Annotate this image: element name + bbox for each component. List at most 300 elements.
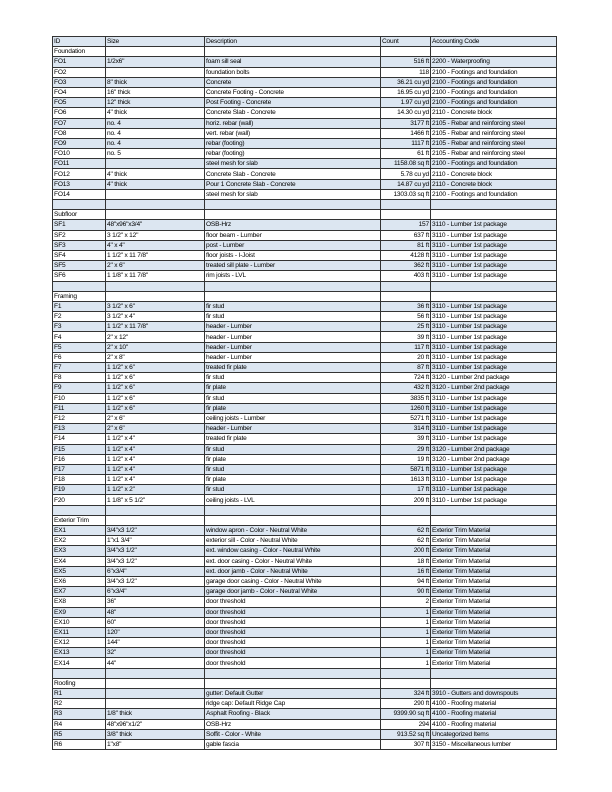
size-cell: 1 1/2" x 6" <box>106 383 205 393</box>
table-row <box>53 373 557 383</box>
id-cell: SF6 <box>53 271 106 281</box>
accounting-code-cell: 3110 - Lumber 1st package <box>431 495 557 505</box>
accounting-code-cell: 3110 - Lumber 1st package <box>431 301 557 311</box>
accounting-code-cell: 3150 - Miscellaneous lumber <box>431 739 557 749</box>
description-cell: header - Lumber <box>205 322 381 332</box>
size-cell: 4" thick <box>106 179 205 189</box>
section-row <box>53 210 557 220</box>
count-cell: 913.52 sq ft <box>381 729 431 739</box>
size-cell: 36" <box>106 597 205 607</box>
description-cell: fir plate <box>205 383 381 393</box>
empty-cell <box>431 210 557 220</box>
description-cell: treated fir plate <box>205 363 381 373</box>
accounting-code-cell: 3110 - Lumber 1st package <box>431 393 557 403</box>
table-row <box>53 67 557 77</box>
accounting-code-cell: 2110 - Concrete block <box>431 108 557 118</box>
table-row <box>53 576 557 586</box>
id-cell: FO3 <box>53 77 106 87</box>
description-cell: steel mesh for slab <box>205 159 381 169</box>
id-cell: R5 <box>53 729 106 739</box>
count-cell: 1117 ft <box>381 138 431 148</box>
count-cell: 117 ft <box>381 342 431 352</box>
id-cell: F12 <box>53 413 106 423</box>
table-row <box>53 301 557 311</box>
count-cell: 25 ft <box>381 322 431 332</box>
table-row <box>53 709 557 719</box>
table-row <box>53 240 557 250</box>
count-cell: 16 ft <box>381 566 431 576</box>
description-cell: door threshold <box>205 648 381 658</box>
count-cell: 1260 ft <box>381 403 431 413</box>
count-cell: 5271 ft <box>381 413 431 423</box>
table-row <box>53 444 557 454</box>
size-cell: 3/8" thick <box>106 729 205 739</box>
empty-cell <box>106 47 205 57</box>
description-cell: window apron - Color - Neutral White <box>205 526 381 536</box>
accounting-code-cell: 4100 - Roofing material <box>431 709 557 719</box>
header-count: Count <box>381 37 431 47</box>
size-cell <box>106 699 205 709</box>
empty-cell <box>205 210 381 220</box>
empty-cell <box>381 291 431 301</box>
description-cell: post - Lumber <box>205 240 381 250</box>
id-cell: F9 <box>53 383 106 393</box>
count-cell: 19 ft <box>381 454 431 464</box>
count-cell: 1 <box>381 648 431 658</box>
size-cell: 48" <box>106 607 205 617</box>
description-cell: header - Lumber <box>205 342 381 352</box>
id-cell: F17 <box>53 464 106 474</box>
description-cell: gutter: Default Gutter <box>205 689 381 699</box>
table-row <box>53 536 557 546</box>
accounting-code-cell: Exterior Trim Material <box>431 566 557 576</box>
empty-cell <box>205 505 381 515</box>
table-row <box>53 332 557 342</box>
id-cell: EX12 <box>53 638 106 648</box>
table-row <box>53 638 557 648</box>
accounting-code-cell: 3110 - Lumber 1st package <box>431 261 557 271</box>
size-cell: 1 1/2" x 6" <box>106 363 205 373</box>
table-row <box>53 648 557 658</box>
id-cell: FO7 <box>53 118 106 128</box>
description-cell: header - Lumber <box>205 352 381 362</box>
size-cell: 48"x96"x1/2" <box>106 719 205 729</box>
id-cell: EX1 <box>53 526 106 536</box>
accounting-code-cell: 3110 - Lumber 1st package <box>431 485 557 495</box>
description-cell: fir stud <box>205 393 381 403</box>
count-cell: 1 <box>381 607 431 617</box>
count-cell: 1 <box>381 627 431 637</box>
size-cell: 2" x 12" <box>106 332 205 342</box>
description-cell: OSB-Hrz <box>205 719 381 729</box>
size-cell: 1 1/2" x 4" <box>106 464 205 474</box>
accounting-code-cell: 2100 - Footings and foundation <box>431 67 557 77</box>
count-cell: 36.21 cu yd <box>381 77 431 87</box>
accounting-code-cell: Exterior Trim Material <box>431 576 557 586</box>
id-cell: F19 <box>53 485 106 495</box>
accounting-code-cell: Uncategorized Items <box>431 729 557 739</box>
size-cell <box>106 189 205 199</box>
count-cell: 1466 ft <box>381 128 431 138</box>
accounting-code-cell: 3110 - Lumber 1st package <box>431 352 557 362</box>
size-cell: 60" <box>106 617 205 627</box>
empty-cell <box>205 291 381 301</box>
size-cell: 44" <box>106 658 205 668</box>
table-row <box>53 342 557 352</box>
materials-table <box>52 36 557 750</box>
table-row <box>53 597 557 607</box>
empty-cell <box>381 281 431 291</box>
id-cell: EX5 <box>53 566 106 576</box>
id-cell: R4 <box>53 719 106 729</box>
id-cell: FO12 <box>53 169 106 179</box>
count-cell: 61 ft <box>381 149 431 159</box>
empty-cell <box>431 678 557 688</box>
description-cell: Post Footing - Concrete <box>205 98 381 108</box>
empty-cell <box>106 210 205 220</box>
size-cell: 120" <box>106 627 205 637</box>
description-cell: treated fir plate <box>205 434 381 444</box>
description-cell: ext. door casing - Color - Neutral White <box>205 556 381 566</box>
description-cell: door threshold <box>205 617 381 627</box>
id-cell: F5 <box>53 342 106 352</box>
id-cell: EX3 <box>53 546 106 556</box>
size-cell: 1 1/2" x 11 7/8" <box>106 250 205 260</box>
id-cell: SF3 <box>53 240 106 250</box>
blank-row <box>53 281 557 291</box>
accounting-code-cell: 3120 - Lumber 2nd package <box>431 383 557 393</box>
description-cell: Concrete Slab - Concrete <box>205 169 381 179</box>
accounting-code-cell: Exterior Trim Material <box>431 627 557 637</box>
table-row <box>53 403 557 413</box>
id-cell: F7 <box>53 363 106 373</box>
table-row <box>53 464 557 474</box>
size-cell: 4" x 4" <box>106 240 205 250</box>
id-cell: F10 <box>53 393 106 403</box>
id-cell: SF5 <box>53 261 106 271</box>
id-cell: F11 <box>53 403 106 413</box>
count-cell: 90 ft <box>381 587 431 597</box>
table-row <box>53 149 557 159</box>
table-row <box>53 699 557 709</box>
table-row <box>53 607 557 617</box>
size-cell: 1 1/2" x 4" <box>106 475 205 485</box>
description-cell: ceiling joists - LVL <box>205 495 381 505</box>
count-cell: 1 <box>381 658 431 668</box>
accounting-code-cell: 2100 - Footings and foundation <box>431 159 557 169</box>
count-cell: 362 ft <box>381 261 431 271</box>
size-cell: 12" thick <box>106 98 205 108</box>
table-row <box>53 352 557 362</box>
count-cell: 1 <box>381 638 431 648</box>
empty-cell <box>53 281 106 291</box>
empty-cell <box>53 505 106 515</box>
accounting-code-cell: Exterior Trim Material <box>431 597 557 607</box>
size-cell: 1 1/2" x 6" <box>106 403 205 413</box>
id-cell: R2 <box>53 699 106 709</box>
accounting-code-cell: 2110 - Concrete block <box>431 179 557 189</box>
count-cell: 5.78 cu yd <box>381 169 431 179</box>
table-row <box>53 220 557 230</box>
size-cell: no. 4 <box>106 128 205 138</box>
description-cell: garage door casing - Color - Neutral White <box>205 576 381 586</box>
description-cell: vert. rebar (wall) <box>205 128 381 138</box>
empty-cell <box>205 200 381 210</box>
count-cell: 81 ft <box>381 240 431 250</box>
description-cell: fir stud <box>205 464 381 474</box>
description-cell: treated sill plate - Lumber <box>205 261 381 271</box>
section-row <box>53 678 557 688</box>
size-cell: 2" x 10" <box>106 342 205 352</box>
accounting-code-cell: Exterior Trim Material <box>431 607 557 617</box>
accounting-code-cell: 3110 - Lumber 1st package <box>431 424 557 434</box>
description-cell: garage door jamb - Color - Neutral White <box>205 587 381 597</box>
id-cell: SF2 <box>53 230 106 240</box>
table-row <box>53 526 557 536</box>
count-cell: 307 ft <box>381 739 431 749</box>
count-cell: 724 ft <box>381 373 431 383</box>
table-row <box>53 475 557 485</box>
id-cell: F13 <box>53 424 106 434</box>
empty-cell <box>106 200 205 210</box>
accounting-code-cell: 3110 - Lumber 1st package <box>431 250 557 260</box>
accounting-code-cell: Exterior Trim Material <box>431 526 557 536</box>
table-row <box>53 87 557 97</box>
table-row <box>53 98 557 108</box>
table-row <box>53 495 557 505</box>
section-title: Subfloor <box>53 210 106 220</box>
table-row <box>53 434 557 444</box>
size-cell: 144" <box>106 638 205 648</box>
id-cell: EX11 <box>53 627 106 637</box>
description-cell: Pour 1 Concrete Slab - Concrete <box>205 179 381 189</box>
id-cell: EX14 <box>53 658 106 668</box>
id-cell: F4 <box>53 332 106 342</box>
count-cell: 16.95 cu yd <box>381 87 431 97</box>
id-cell: F3 <box>53 322 106 332</box>
id-cell: FO10 <box>53 149 106 159</box>
count-cell: 4128 ft <box>381 250 431 260</box>
accounting-code-cell: 2110 - Concrete block <box>431 169 557 179</box>
description-cell: header - Lumber <box>205 424 381 434</box>
size-cell: 1 1/2" x 6" <box>106 373 205 383</box>
empty-cell <box>53 668 106 678</box>
description-cell: ext. window casing - Color - Neutral White <box>205 546 381 556</box>
empty-cell <box>431 668 557 678</box>
accounting-code-cell: 3910 - Gutters and downspouts <box>431 689 557 699</box>
description-cell: ext. door jamb - Color - Neutral White <box>205 566 381 576</box>
empty-cell <box>381 505 431 515</box>
description-cell: ceiling joists - Lumber <box>205 413 381 423</box>
empty-cell <box>205 47 381 57</box>
size-cell: 3 1/2" x 12" <box>106 230 205 240</box>
count-cell: 432 ft <box>381 383 431 393</box>
count-cell: 403 ft <box>381 271 431 281</box>
count-cell: 294 <box>381 719 431 729</box>
id-cell: F8 <box>53 373 106 383</box>
accounting-code-cell: Exterior Trim Material <box>431 556 557 566</box>
blank-row <box>53 200 557 210</box>
accounting-code-cell: 2100 - Footings and foundation <box>431 77 557 87</box>
accounting-code-cell: Exterior Trim Material <box>431 546 557 556</box>
empty-cell <box>106 505 205 515</box>
size-cell: 3/4"x3 1/2" <box>106 546 205 556</box>
accounting-code-cell: 3110 - Lumber 1st package <box>431 312 557 322</box>
accounting-code-cell: Exterior Trim Material <box>431 658 557 668</box>
id-cell: EX6 <box>53 576 106 586</box>
count-cell: 14.87 cu yd <box>381 179 431 189</box>
accounting-code-cell: 3110 - Lumber 1st package <box>431 434 557 444</box>
size-cell <box>106 689 205 699</box>
description-cell: foundation bolts <box>205 67 381 77</box>
empty-cell <box>53 200 106 210</box>
size-cell: 16" thick <box>106 87 205 97</box>
empty-cell <box>205 678 381 688</box>
description-cell: fir plate <box>205 475 381 485</box>
description-cell: fir plate <box>205 403 381 413</box>
count-cell: 200 ft <box>381 546 431 556</box>
id-cell: FO4 <box>53 87 106 97</box>
section-row <box>53 291 557 301</box>
size-cell: 1 1/2" x 2" <box>106 485 205 495</box>
table-row <box>53 383 557 393</box>
table-row <box>53 271 557 281</box>
size-cell: 6"x3/4" <box>106 566 205 576</box>
accounting-code-cell: 3110 - Lumber 1st package <box>431 322 557 332</box>
accounting-code-cell: 2105 - Rebar and reinforcing steel <box>431 149 557 159</box>
id-cell: FO14 <box>53 189 106 199</box>
id-cell: FO2 <box>53 67 106 77</box>
accounting-code-cell: 3120 - Lumber 2nd package <box>431 444 557 454</box>
id-cell: EX9 <box>53 607 106 617</box>
table-row <box>53 719 557 729</box>
size-cell: 1 1/2" x 11 7/8" <box>106 322 205 332</box>
size-cell: 3/4"x3 1/2" <box>106 526 205 536</box>
size-cell: 1 1/8" x 5 1/2" <box>106 495 205 505</box>
section-title: Foundation <box>53 47 106 57</box>
description-cell: ridge cap: Default Ridge Cap <box>205 699 381 709</box>
accounting-code-cell: Exterior Trim Material <box>431 638 557 648</box>
description-cell: fir stud <box>205 301 381 311</box>
count-cell: 290 ft <box>381 699 431 709</box>
accounting-code-cell: 2105 - Rebar and reinforcing steel <box>431 138 557 148</box>
count-cell: 1 <box>381 617 431 627</box>
count-cell: 516 ft <box>381 57 431 67</box>
table-row <box>53 179 557 189</box>
accounting-code-cell: 3110 - Lumber 1st package <box>431 363 557 373</box>
size-cell: 3/4"x3 1/2" <box>106 556 205 566</box>
table-body <box>53 37 557 750</box>
description-cell: foam sill seal <box>205 57 381 67</box>
count-cell: 87 ft <box>381 363 431 373</box>
description-cell: horiz. rebar (wall) <box>205 118 381 128</box>
id-cell: F16 <box>53 454 106 464</box>
id-cell: EX10 <box>53 617 106 627</box>
blank-row <box>53 505 557 515</box>
size-cell: 32" <box>106 648 205 658</box>
empty-cell <box>381 515 431 525</box>
accounting-code-cell: Exterior Trim Material <box>431 648 557 658</box>
size-cell <box>106 67 205 77</box>
accounting-code-cell: 4100 - Roofing material <box>431 699 557 709</box>
count-cell: 18 ft <box>381 556 431 566</box>
size-cell: 6"x3/4" <box>106 587 205 597</box>
count-cell: 324 ft <box>381 689 431 699</box>
size-cell: 1 1/2" x 4" <box>106 434 205 444</box>
table-row <box>53 587 557 597</box>
id-cell: F6 <box>53 352 106 362</box>
empty-cell <box>381 668 431 678</box>
description-cell: floor joists - I-Joist <box>205 250 381 260</box>
id-cell: F20 <box>53 495 106 505</box>
table-row <box>53 108 557 118</box>
size-cell: 1"x8" <box>106 739 205 749</box>
section-title: Roofing <box>53 678 106 688</box>
count-cell: 62 ft <box>381 536 431 546</box>
description-cell: rebar (footing) <box>205 138 381 148</box>
table-row <box>53 189 557 199</box>
size-cell: 48"x96"x3/4" <box>106 220 205 230</box>
id-cell: F18 <box>53 475 106 485</box>
description-cell: Soffit - Color - White <box>205 729 381 739</box>
description-cell: header - Lumber <box>205 332 381 342</box>
accounting-code-cell: Exterior Trim Material <box>431 587 557 597</box>
header-size: Size <box>106 37 205 47</box>
empty-cell <box>205 668 381 678</box>
header-accounting-code: Accounting Code <box>431 37 557 47</box>
empty-cell <box>106 678 205 688</box>
size-cell: no. 4 <box>106 138 205 148</box>
description-cell: Asphalt Roofing - Black <box>205 709 381 719</box>
description-cell: OSB-Hrz <box>205 220 381 230</box>
table-row <box>53 617 557 627</box>
count-cell: 209 ft <box>381 495 431 505</box>
size-cell: 1"x1 3/4" <box>106 536 205 546</box>
accounting-code-cell: 3110 - Lumber 1st package <box>431 271 557 281</box>
size-cell: 2" x 8" <box>106 352 205 362</box>
count-cell: 29 ft <box>381 444 431 454</box>
accounting-code-cell: 3110 - Lumber 1st package <box>431 220 557 230</box>
size-cell: 1 1/2" x 4" <box>106 454 205 464</box>
id-cell: F15 <box>53 444 106 454</box>
description-cell: gable fascia <box>205 739 381 749</box>
empty-cell <box>381 47 431 57</box>
count-cell: 118 <box>381 67 431 77</box>
description-cell: rebar (footing) <box>205 149 381 159</box>
empty-cell <box>106 291 205 301</box>
table-row <box>53 138 557 148</box>
size-cell: 8" thick <box>106 77 205 87</box>
count-cell: 2 <box>381 597 431 607</box>
count-cell: 94 ft <box>381 576 431 586</box>
size-cell: 2" x 6" <box>106 424 205 434</box>
accounting-code-cell: 3110 - Lumber 1st package <box>431 475 557 485</box>
id-cell: R1 <box>53 689 106 699</box>
description-cell: steel mesh for slab <box>205 189 381 199</box>
table-row <box>53 77 557 87</box>
table-row <box>53 128 557 138</box>
accounting-code-cell: 4100 - Roofing material <box>431 719 557 729</box>
section-title: Exterior Trim <box>53 515 106 525</box>
empty-cell <box>431 281 557 291</box>
accounting-code-cell: 3110 - Lumber 1st package <box>431 240 557 250</box>
empty-cell <box>106 281 205 291</box>
table-row <box>53 250 557 260</box>
size-cell: 4" thick <box>106 169 205 179</box>
count-cell: 1.97 cu yd <box>381 98 431 108</box>
size-cell: no. 5 <box>106 149 205 159</box>
accounting-code-cell: 2100 - Footings and foundation <box>431 98 557 108</box>
